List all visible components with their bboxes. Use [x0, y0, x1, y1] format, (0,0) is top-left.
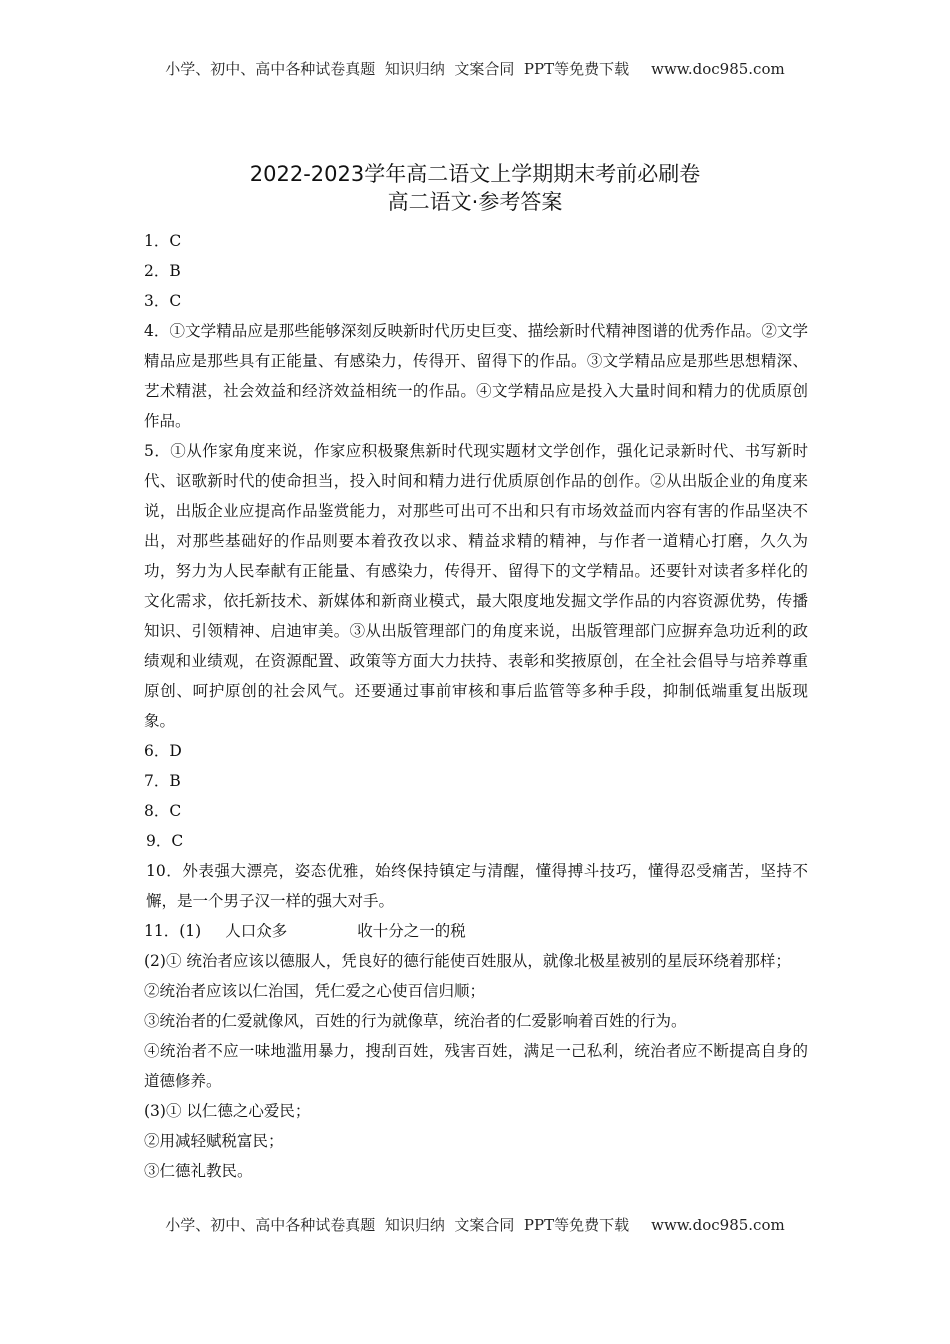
answer-11-2-1: (2)① 统治者应该以德服人，凭良好的德行能使百姓服从，就像北极星被别的星辰环绕着那样； [144, 952, 791, 970]
answer-4: 4．①文学精品应是那些能够深刻反映新时代历史巨变、描绘新时代精神图谱的优秀作品。②文学精品应是那些具有正能量、有感染力，传得开、留得下的作品。③文学精品应是那些思想精深、艺术精湛，社会效益和经济效益相统一的作品。④文学精品应是投入大量时间和精力的优质原创作品。 [144, 322, 808, 430]
answer-list [144, 226, 808, 1186]
header-text: 小学、初中、高中各种试卷真题 知识归纳 文案合同 PPT等免费下载 [165, 60, 630, 78]
answer-10: 10．外表强大漂亮，姿态优雅，始终保持镇定与清醒，懂得搏斗技巧，懂得忍受痛苦，坚持不懈，是一个男子汉一样的强大对手。 [146, 862, 808, 910]
answer-5: 5．①从作家角度来说，作家应积极聚焦新时代现实题材文学创作，强化记录新时代、书写新时代、讴歌新时代的使命担当，投入时间和精力进行优质原创作品的创作。②从出版企业的角度来说，出版企业应提高作品鉴赏能力，对那些可出可不出和只有市场效益而内容有害的作品坚决不出，对那些基础好的作品则要本着孜孜以求、精益求精的精神，与作者一道精心打磨，久久为功，努力为人民奉献有正能量、有感染力，传得开、留得下的文学精品。还要针对读者多样化的文化需求，依托新技术、新媒体和新商业模式，最大限度地发掘文学作品的内容资源优势，传播知识、引领精神、启迪审美。③从出版管理部门的角度来说，出版管理部门应摒弃急功近利的政绩观和业绩观，在资源配置、政策等方面大力扶持、表彰和奖掖原创，在全社会倡导与培养尊重原创、呵护原创的社会风气。还要通过事前审核和事后监管等多种手段，抑制低端重复出版现象。 [144, 442, 808, 730]
page-header [0, 58, 950, 79]
page-footer [0, 1214, 950, 1235]
answer-11-label: 11．(1) [144, 922, 202, 940]
answer-6: 6．D [144, 742, 182, 760]
answer-11-1a: 人口众多 [225, 922, 288, 940]
footer-site-link[interactable]: www.doc985.com [651, 1216, 785, 1234]
answer-7: 7．B [144, 772, 181, 790]
answer-8: 8．C [144, 802, 182, 820]
answer-11-2-2: ②统治者应该以仁治国，凭仁爱之心使百信归顺； [144, 982, 486, 1000]
document-title: 2022-2023学年高二语文上学期期末考前必刷卷 [249, 162, 701, 186]
answer-11-3-2: ②用减轻赋税富民； [144, 1132, 284, 1150]
answer-1: 1．C [144, 232, 182, 250]
header-site-link[interactable]: www.doc985.com [651, 60, 785, 78]
footer-text: 小学、初中、高中各种试卷真题 知识归纳 文案合同 PPT等免费下载 [165, 1216, 630, 1234]
answer-11-3-3: ③仁德礼教民。 [144, 1162, 253, 1180]
title-block [0, 160, 950, 216]
answer-11-2-3: ③统治者的仁爱就像风，百姓的行为就像草，统治者的仁爱影响着百姓的行为。 [144, 1012, 687, 1030]
answer-2: 2．B [144, 262, 181, 280]
answer-9: 9．C [146, 832, 184, 850]
answer-3: 3．C [144, 292, 182, 310]
answer-11-2-4: ④统治者不应一味地滥用暴力，搜刮百姓，残害百姓，满足一己私利，统治者应不断提高自身的道德修养。 [144, 1042, 808, 1090]
answer-11-3-1: (3)① 以仁德之心爱民； [144, 1102, 311, 1120]
answer-11-part-1 [144, 916, 808, 946]
document-subtitle: 高二语文·参考答案 [387, 190, 563, 214]
answer-11-1b: 收十分之一的税 [357, 922, 466, 940]
